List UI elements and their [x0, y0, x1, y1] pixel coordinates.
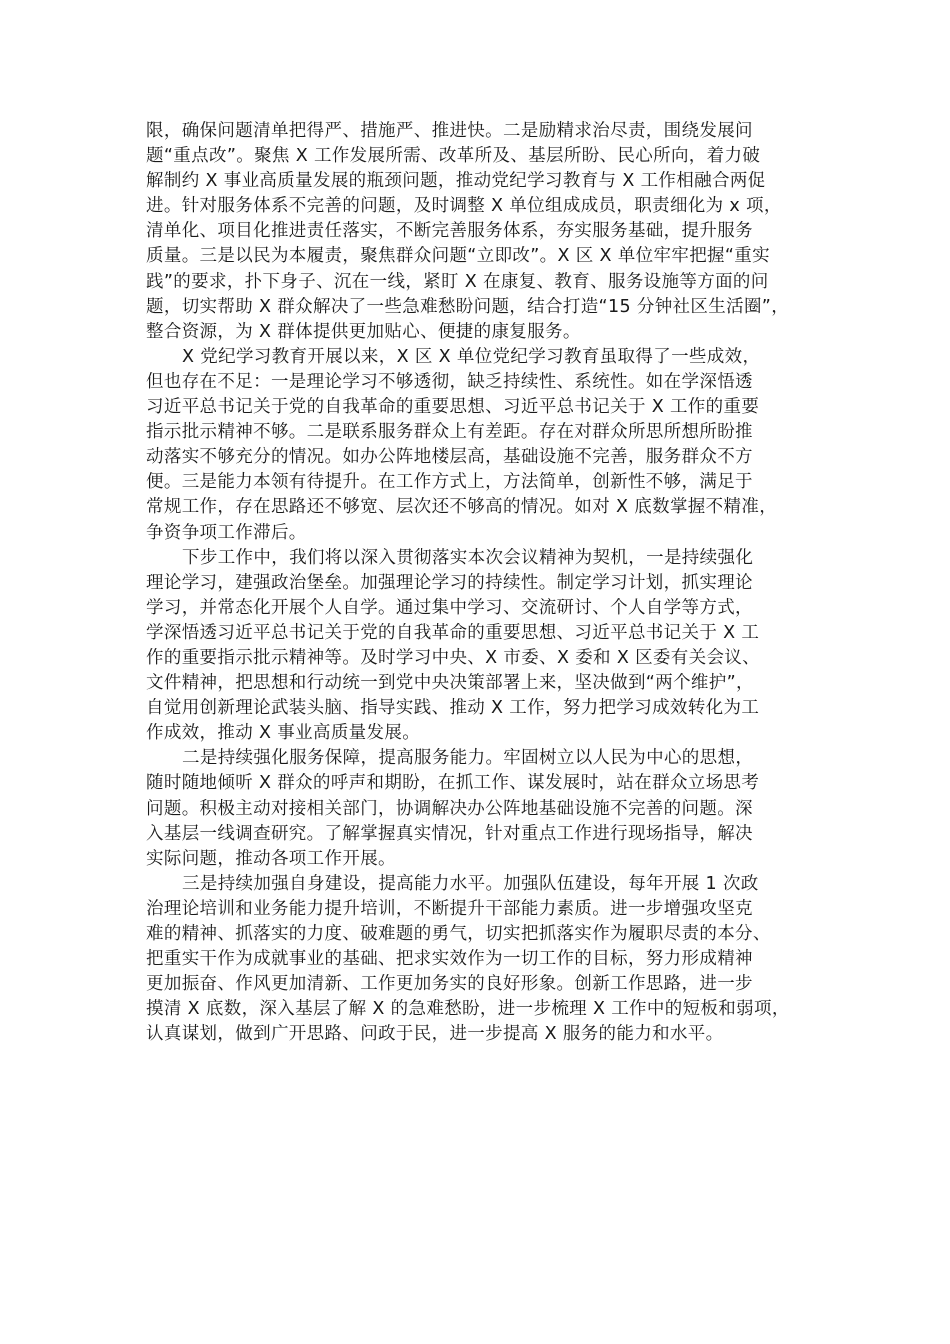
text-line: 学深悟透习近平总书记关于党的自我革命的重要思想、习近平总书记关于 X 工 [146, 622, 760, 643]
paragraph-shortcomings [146, 345, 826, 546]
text-line: 随时随地倾听 X 群众的呼声和期盼，在抓工作、谋发展时，站在群众立场思考 [146, 773, 760, 794]
document-body [146, 119, 826, 1047]
text-line: 常规工作，存在思路还不够宽、层次还不够高的情况。如对 X 底数掌握不精准， [146, 497, 778, 518]
text-line: 理论学习，建强政治堡垒。加强理论学习的持续性。制定学习计划，抓实理论 [146, 572, 753, 593]
text-line: 动落实不够充分的情况。如办公阵地楼层高，基础设施不完善，服务群众不方 [146, 447, 753, 468]
text-line: 指示批示精神不够。二是联系服务群众上有差距。存在对群众所思所想所盼推 [146, 422, 753, 443]
text-line: 但也存在不足：一是理论学习不够透彻，缺乏持续性、系统性。如在学深悟透 [146, 371, 753, 392]
text-line: 治理论培训和业务能力提升培训，不断提升干部能力素质。进一步增强攻坚克 [146, 898, 753, 919]
text-line: 学习，并常态化开展个人自学。通过集中学习、交流研讨、个人自学等方式， [146, 597, 753, 618]
text-line: 践”的要求，扑下身子、沉在一线，紧盯 X 在康复、教育、服务设施等方面的问 [146, 271, 769, 292]
text-line: 把重实干作为成就事业的基础、把求实效作为一切工作的目标，努力形成精神 [146, 949, 753, 970]
text-line: 作成效，推动 X 事业高质量发展。 [146, 723, 421, 744]
text-line: 质量。三是以民为本履责，聚焦群众问题“立即改”。X 区 X 单位牢牢把握“重实 [146, 246, 771, 267]
text-line: 认真谋划，做到广开思路、问政于民，进一步提高 X 服务的能力和水平。 [146, 1024, 724, 1045]
text-line: 争资争项工作滞后。 [146, 522, 307, 543]
text-line: 便。三是能力本领有待提升。在工作方式上，方法简单，创新性不够，满足于 [146, 472, 753, 493]
text-line: 实际问题，推动各项工作开展。 [146, 848, 396, 869]
text-line: 题，切实帮助 X 群众解决了一些急难愁盼问题，结合打造“15 分钟社区生活圈”， [146, 296, 790, 317]
text-line: 限，确保问题清单把得严、措施严、推进快。二是励精求治尽责，围绕发展问 [146, 121, 753, 141]
text-line: 自觉用创新理论武装头脑、指导实践、推动 X 工作，努力把学习成效转化为工 [146, 698, 760, 719]
text-line: 文件精神，把思想和行动统一到党中央决策部署上来，坚决做到“两个维护”， [146, 673, 754, 694]
text-line: 解制约 X 事业高质量发展的瓶颈问题，推动党纪学习教育与 X 工作相融合两促 [146, 171, 766, 192]
text-line: 进。针对服务体系不完善的问题，及时调整 X 单位组成成员，职责细化为 x 项， [146, 196, 782, 217]
text-line: 清单化、项目化推进责任落实，不断完善服务体系，夯实服务基础，提升服务 [146, 221, 753, 242]
text-line: 题“重点改”。聚焦 X 工作发展所需、改革所及、基层所盼、民心所向，着力破 [146, 146, 761, 167]
text-line: 作的重要指示批示精神等。及时学习中央、X 市委、X 委和 X 区委有关会议、 [146, 647, 761, 668]
text-line: 三是持续加强自身建设，提高能力水平。加强队伍建设，每年开展 1 次政 [182, 873, 759, 894]
paragraph-continuation [146, 119, 826, 345]
paragraph-service-guarantee [146, 746, 826, 871]
text-line: 摸清 X 底数，深入基层了解 X 的急难愁盼，进一步梳理 X 工作中的短板和弱项， [146, 999, 790, 1020]
paragraph-next-steps-theory [146, 546, 826, 747]
text-line: X 党纪学习教育开展以来，X 区 X 单位党纪学习教育虽取得了一些成效， [182, 346, 761, 367]
paragraph-self-construction [146, 872, 826, 1048]
text-line: 下步工作中，我们将以深入贯彻落实本次会议精神为契机，一是持续强化 [182, 547, 754, 568]
text-line: 更加振奋、作风更加清新、工作更加务实的良好形象。创新工作思路，进一步 [146, 974, 753, 995]
text-line: 二是持续强化服务保障，提高服务能力。牢固树立以人民为中心的思想， [182, 748, 754, 769]
text-line: 问题。积极主动对接相关部门，协调解决办公阵地基础设施不完善的问题。深 [146, 798, 753, 819]
text-line: 入基层一线调查研究。了解掌握真实情况，针对重点工作进行现场指导，解决 [146, 823, 753, 844]
text-line: 难的精神、抓落实的力度、破难题的勇气，切实把抓落实作为履职尽责的本分、 [146, 924, 771, 944]
text-line: 习近平总书记关于党的自我革命的重要思想、习近平总书记关于 X 工作的重要 [146, 397, 760, 418]
text-line: 整合资源，为 X 群体提供更加贴心、便捷的康复服务。 [146, 321, 581, 342]
